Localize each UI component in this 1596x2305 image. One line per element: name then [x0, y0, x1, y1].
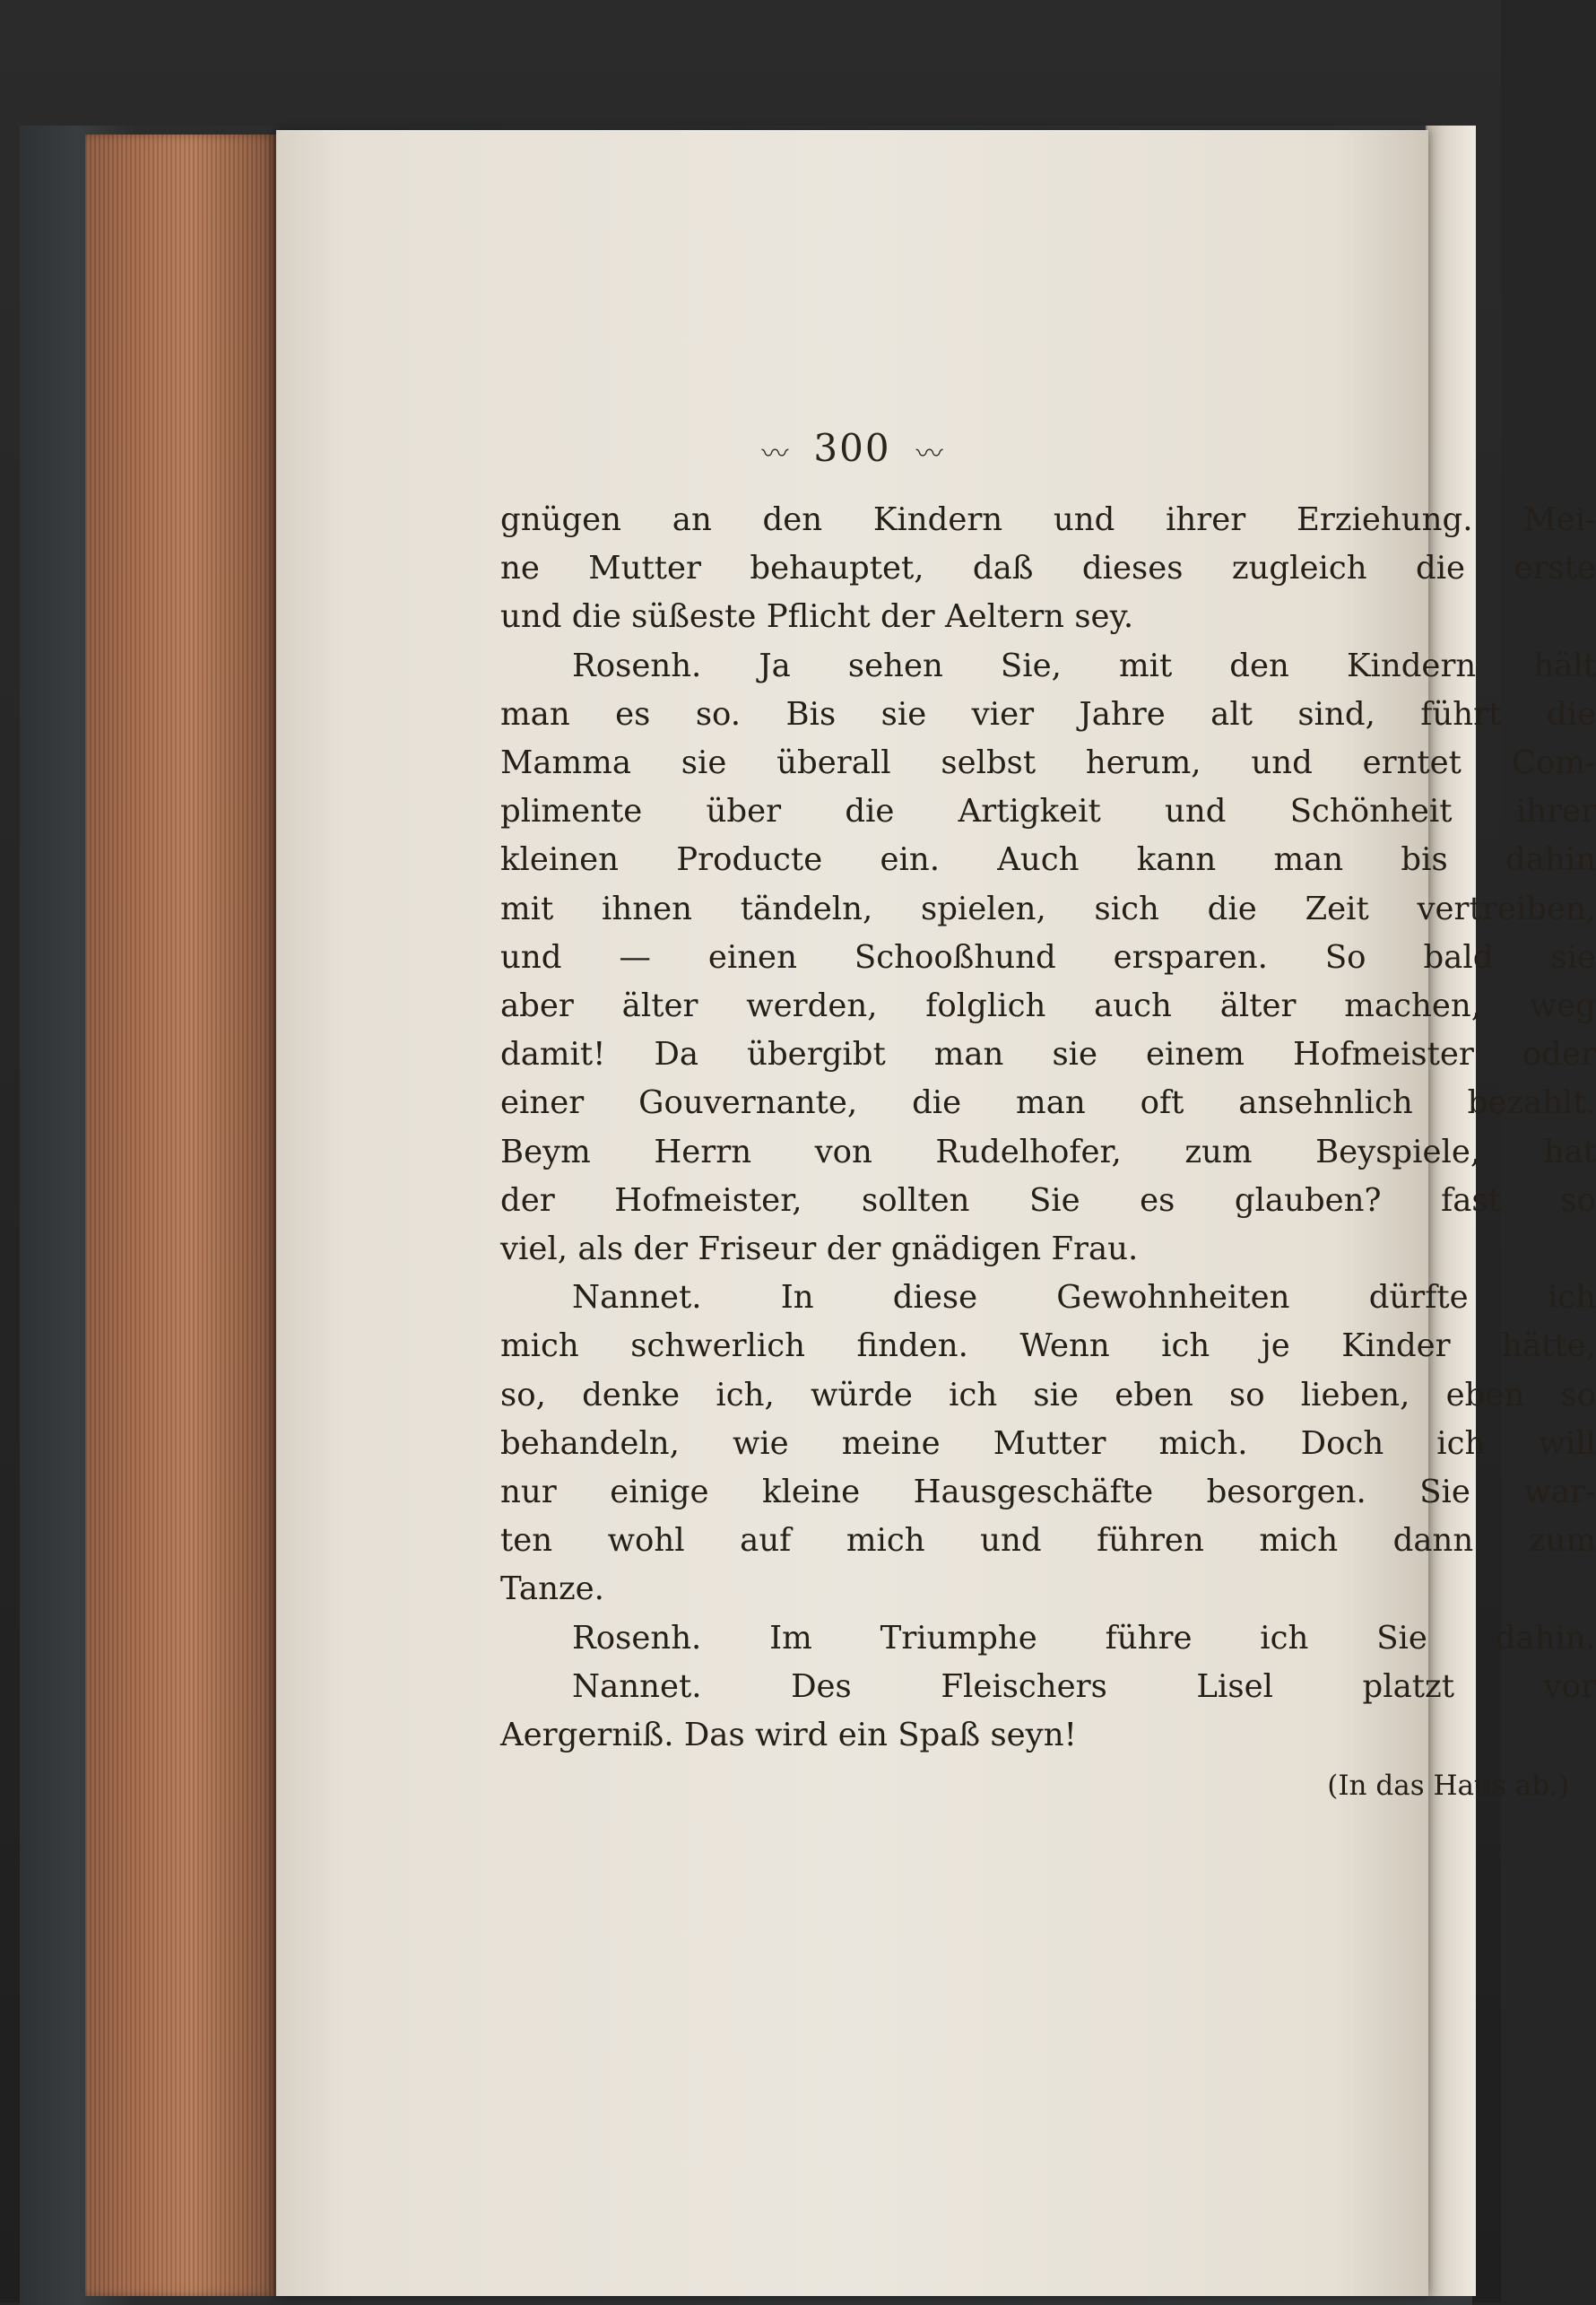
- word: Lisel: [1196, 1667, 1273, 1705]
- word: Nannet.: [572, 1667, 702, 1705]
- text-line: [500, 1517, 1596, 1565]
- text-line: [500, 1565, 1596, 1614]
- text-line: [500, 982, 1596, 1031]
- word: oft: [1140, 1084, 1184, 1122]
- word: so: [1229, 1376, 1265, 1413]
- word: ten: [500, 1522, 553, 1560]
- word: Aeltern: [944, 598, 1075, 636]
- word: Mutter: [588, 550, 701, 587]
- word: dahin.: [1495, 1619, 1596, 1657]
- text-line: [500, 593, 1596, 641]
- text-line: [500, 1371, 1596, 1420]
- word: Pflicht: [766, 598, 880, 636]
- word: sehen: [847, 647, 943, 684]
- word: Auch: [997, 841, 1080, 879]
- word: oder: [1522, 1036, 1596, 1074]
- word: die: [912, 1084, 962, 1122]
- word: sich: [1094, 890, 1159, 927]
- word: und: [1053, 501, 1115, 538]
- word: sie: [1550, 938, 1596, 976]
- word: Hofmeister,: [614, 1181, 802, 1219]
- word: gnügen: [500, 501, 622, 538]
- text-line: [500, 1079, 1596, 1127]
- word: wie: [732, 1424, 789, 1462]
- word: nur: [500, 1474, 557, 1511]
- word: so.: [695, 695, 742, 733]
- word: glauben?: [1234, 1181, 1382, 1219]
- word: Des: [791, 1667, 852, 1705]
- word: behauptet,: [750, 550, 924, 587]
- word: über: [706, 793, 782, 831]
- word: werden,: [746, 987, 878, 1025]
- word: so: [1560, 1181, 1596, 1219]
- word: ich,: [716, 1376, 775, 1413]
- word: schwerlich: [630, 1327, 806, 1365]
- word: der: [826, 1231, 891, 1268]
- word: Kindern: [872, 501, 1003, 538]
- word: sie: [1033, 1376, 1080, 1413]
- word: den: [762, 501, 823, 538]
- word: einige: [610, 1474, 709, 1511]
- word: sind,: [1297, 695, 1375, 733]
- text-line: [500, 1468, 1596, 1517]
- word: plimente: [500, 793, 643, 831]
- word: mit: [1118, 647, 1173, 684]
- word: besorgen.: [1206, 1474, 1366, 1511]
- word: Schooßhund: [854, 938, 1056, 976]
- word: dieses: [1081, 550, 1184, 587]
- word: Bis: [785, 695, 837, 733]
- word: führt: [1420, 695, 1502, 733]
- text-line: [500, 496, 1596, 544]
- word: mit: [500, 890, 554, 927]
- word: Triumphe: [880, 1619, 1037, 1657]
- word: Sie: [1419, 1474, 1470, 1511]
- word: man: [1273, 841, 1344, 879]
- word: Friseur: [698, 1231, 827, 1268]
- word: älter: [621, 987, 698, 1025]
- word: sey.: [1074, 598, 1134, 636]
- word: behandeln,: [500, 1424, 680, 1462]
- word: Nannet.: [572, 1279, 702, 1317]
- word: will: [1538, 1424, 1596, 1462]
- word: würde: [810, 1376, 913, 1413]
- word: Rudelhofer,: [935, 1133, 1122, 1170]
- word: gnädigen: [890, 1231, 1052, 1268]
- word: machen,: [1344, 987, 1481, 1025]
- word: Doch: [1300, 1424, 1384, 1462]
- word: Frau.: [1051, 1231, 1139, 1268]
- text-line: [500, 787, 1596, 836]
- word: Das: [683, 1717, 755, 1754]
- word: mich.: [1158, 1424, 1248, 1462]
- word: fast: [1441, 1181, 1501, 1219]
- word: Beym: [500, 1133, 591, 1170]
- word: sie: [1052, 1036, 1098, 1074]
- text-line: [500, 885, 1596, 934]
- word: Producte: [676, 841, 823, 879]
- word: ich: [1161, 1327, 1210, 1365]
- word: daß: [972, 550, 1034, 587]
- word: führen: [1097, 1522, 1204, 1560]
- word: und: [500, 598, 572, 636]
- text-line: [500, 739, 1596, 787]
- word: Da: [654, 1036, 699, 1074]
- word: meine: [841, 1424, 941, 1462]
- word: So: [1324, 938, 1366, 976]
- word: seyn!: [990, 1717, 1077, 1754]
- word: Schönheit: [1289, 793, 1453, 831]
- word: folglich: [925, 987, 1046, 1025]
- word: Gewohnheiten: [1056, 1279, 1290, 1317]
- word: diese: [892, 1279, 978, 1317]
- text-line: [500, 1128, 1596, 1177]
- word: damit!: [500, 1036, 606, 1074]
- body-text: [500, 496, 1596, 1810]
- word: die: [571, 598, 632, 636]
- word: vier: [971, 695, 1035, 733]
- word: ihrer: [1515, 793, 1596, 831]
- word: war-: [1523, 1474, 1596, 1511]
- text-line: [500, 1322, 1596, 1370]
- word: Erziehung.: [1296, 501, 1473, 538]
- word: platzt: [1362, 1667, 1454, 1705]
- word: Hofmeister: [1292, 1036, 1474, 1074]
- text-line: [500, 1031, 1596, 1079]
- text-line: [500, 836, 1596, 884]
- word: Jahre: [1079, 695, 1166, 733]
- text-line: [500, 1274, 1596, 1322]
- word: vertreiben,: [1417, 890, 1596, 927]
- word: einen: [707, 938, 797, 976]
- book-page: [276, 130, 1596, 2296]
- word: ich: [1436, 1424, 1486, 1462]
- word: und: [1165, 793, 1227, 831]
- word: mich: [1259, 1522, 1339, 1560]
- word: ich: [1547, 1279, 1596, 1317]
- word: man: [933, 1036, 1004, 1074]
- word: an: [672, 501, 712, 538]
- word: man: [1016, 1084, 1086, 1122]
- word: selbst: [941, 744, 1037, 782]
- word: die: [1546, 695, 1596, 733]
- word: zugleich: [1231, 550, 1367, 587]
- word: vor: [1543, 1667, 1596, 1705]
- word: ihrer: [1166, 501, 1246, 538]
- word: Aergerniß.: [500, 1717, 684, 1754]
- word: alt: [1210, 695, 1253, 733]
- word: den: [1229, 647, 1289, 684]
- text-line: [500, 1177, 1596, 1225]
- word: Kindern: [1346, 647, 1477, 684]
- word: dann: [1392, 1522, 1474, 1560]
- word: man: [500, 695, 570, 733]
- word: auf: [740, 1522, 792, 1560]
- word: die: [1207, 890, 1257, 927]
- word: der: [880, 598, 945, 636]
- word: bis: [1401, 841, 1448, 879]
- word: ansehnlich: [1238, 1084, 1413, 1122]
- word: hätte,: [1502, 1327, 1596, 1365]
- word: ein.: [880, 841, 940, 879]
- word: der: [500, 1181, 555, 1219]
- word: sie: [880, 695, 927, 733]
- word: Fleischers: [941, 1667, 1107, 1705]
- text-line: [500, 934, 1596, 982]
- word: Rosenh.: [572, 1619, 702, 1657]
- word: dahin: [1505, 841, 1596, 879]
- word: kann: [1136, 841, 1217, 879]
- word: weg: [1529, 987, 1596, 1025]
- word: denke: [582, 1376, 681, 1413]
- word: Wenn: [1019, 1327, 1110, 1365]
- word: ich: [1260, 1619, 1309, 1657]
- page-number: 300: [813, 426, 891, 470]
- word: eben: [1445, 1376, 1525, 1413]
- word: die: [1415, 550, 1466, 587]
- word: ihnen: [602, 890, 692, 927]
- word: und: [980, 1522, 1042, 1560]
- word: und: [500, 938, 562, 976]
- word: Sie,: [1000, 647, 1062, 684]
- word: bezahlt.: [1467, 1084, 1596, 1122]
- word: sollten: [862, 1181, 970, 1219]
- word: bald: [1423, 938, 1494, 976]
- word: Spaß: [898, 1717, 991, 1754]
- text-line: [500, 691, 1596, 739]
- word: viel,: [500, 1231, 578, 1268]
- word: mich: [500, 1327, 579, 1365]
- word: Sie: [1028, 1181, 1080, 1219]
- word: Sie: [1376, 1619, 1427, 1657]
- text-line: [500, 642, 1596, 691]
- word: ersparen.: [1113, 938, 1268, 976]
- word: kleinen: [500, 841, 619, 879]
- word: sie: [681, 744, 727, 782]
- word: übergibt: [747, 1036, 886, 1074]
- text-line: [500, 1614, 1596, 1663]
- word: In: [780, 1279, 814, 1317]
- word: führe: [1105, 1619, 1193, 1657]
- word: je: [1261, 1327, 1290, 1365]
- word: Ja: [759, 647, 791, 684]
- text-line: [500, 544, 1596, 593]
- word: finden.: [856, 1327, 968, 1365]
- word: Hausgeschäfte: [913, 1474, 1154, 1511]
- word: und: [1251, 744, 1313, 782]
- word: Herrn: [654, 1133, 752, 1170]
- word: süßeste: [631, 598, 767, 636]
- word: älter: [1219, 987, 1297, 1025]
- word: Kinder: [1341, 1327, 1451, 1365]
- stage-direction: (In das Haus ab.): [1327, 1770, 1569, 1803]
- word: so: [1560, 1376, 1596, 1413]
- word: zum: [1528, 1522, 1596, 1560]
- word: als: [577, 1231, 634, 1268]
- page-edges: [85, 135, 278, 2296]
- word: Zeit: [1305, 890, 1369, 927]
- text-line: [500, 1711, 1596, 1760]
- word: aber: [500, 987, 574, 1025]
- word: es: [1140, 1181, 1175, 1219]
- word: Mei-: [1523, 501, 1596, 538]
- word: wohl: [607, 1522, 685, 1560]
- word: die: [845, 793, 895, 831]
- word: hat: [1543, 1133, 1596, 1170]
- word: Artigkeit: [958, 793, 1101, 831]
- word: Mamma: [500, 744, 632, 782]
- word: erste: [1514, 550, 1596, 587]
- word: ich: [949, 1376, 998, 1413]
- text-line: [500, 1663, 1596, 1711]
- ornament-right-icon: 〰: [915, 439, 943, 470]
- word: erntet: [1362, 744, 1462, 782]
- word: es: [615, 695, 651, 733]
- word: dürfte: [1368, 1279, 1469, 1317]
- word: Rosenh.: [572, 647, 702, 684]
- word: Mutter: [993, 1424, 1106, 1462]
- ornament-left-icon: 〰: [761, 439, 789, 470]
- word: einer: [500, 1084, 585, 1122]
- word: einem: [1146, 1036, 1245, 1074]
- word: lieben,: [1300, 1376, 1410, 1413]
- word: überall: [776, 744, 891, 782]
- page-header: [276, 426, 1428, 471]
- word: Gouvernante,: [638, 1084, 858, 1122]
- word: eben: [1115, 1376, 1193, 1413]
- word: Tanze.: [500, 1570, 604, 1608]
- word: mich: [846, 1522, 925, 1560]
- word: ne: [500, 550, 540, 587]
- word: spielen,: [920, 890, 1046, 927]
- word: tändeln,: [740, 890, 873, 927]
- text-line: [500, 1420, 1596, 1468]
- word: von: [814, 1133, 872, 1170]
- word: hält: [1533, 647, 1596, 684]
- word: zum: [1184, 1133, 1253, 1170]
- word: auch: [1094, 987, 1172, 1025]
- text-line: [500, 1225, 1596, 1274]
- word: der: [633, 1231, 698, 1268]
- word: herum,: [1085, 744, 1201, 782]
- word: ein: [837, 1717, 898, 1754]
- word: Beyspiele,: [1315, 1133, 1481, 1170]
- word: Im: [769, 1619, 812, 1657]
- word: so,: [500, 1376, 546, 1413]
- word: wird: [754, 1717, 838, 1754]
- word: Com-: [1511, 744, 1596, 782]
- word: kleine: [762, 1474, 861, 1511]
- word: —: [619, 938, 651, 976]
